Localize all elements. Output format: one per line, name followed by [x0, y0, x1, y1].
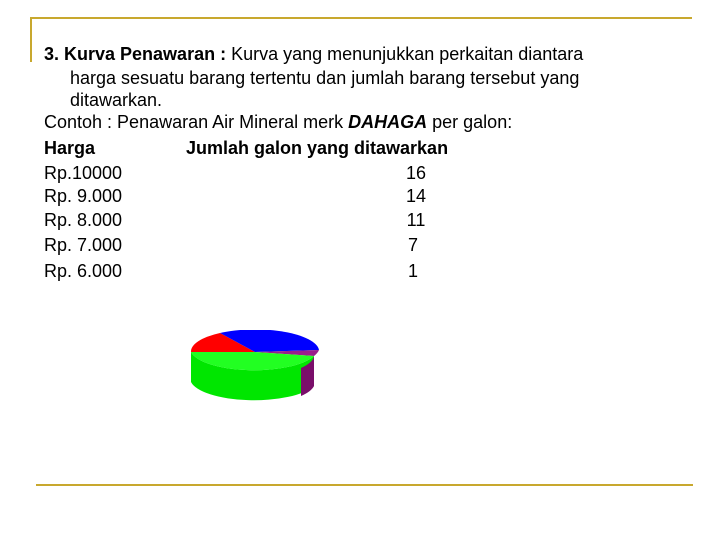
frame-top-line: [30, 17, 692, 19]
heading-line-1: [44, 42, 583, 66]
heading-line-3: ditawarkan.: [70, 90, 163, 110]
frame-left-line: [30, 17, 32, 62]
table-row-jumlah: 7: [407, 235, 418, 255]
heading-line-2: harga sesuatu barang tertentu dan jumlah barang tersebut yang: [70, 68, 580, 88]
heading-text-1: Kurva yang menunjukkan perkaitan diantara: [231, 44, 584, 64]
table-row-jumlah: 1: [407, 261, 418, 281]
table-row-jumlah: 14: [405, 186, 427, 206]
example-brand: DAHAGA: [348, 112, 428, 132]
heading-label: 3. Kurva Penawaran :: [44, 44, 227, 64]
table-row-harga: Rp. 9.000: [44, 186, 123, 206]
table-row-harga: Rp. 6.000: [44, 261, 123, 281]
example-suffix: per galon:: [427, 112, 513, 132]
header-jumlah: Jumlah galon yang ditawarkan: [186, 138, 449, 158]
frame-bottom-line: [36, 484, 693, 486]
table-row-jumlah: 16: [405, 163, 427, 183]
example-line: [44, 110, 512, 134]
table-row-jumlah: 11: [406, 210, 426, 230]
pie-chart-graphic: [186, 330, 326, 410]
example-prefix: Contoh : Penawaran Air Mineral merk: [44, 112, 349, 132]
header-harga: Harga: [44, 138, 96, 158]
table-row-harga: Rp. 8.000: [44, 210, 123, 230]
table-row-harga: Rp. 7.000: [44, 235, 123, 255]
table-row-harga: Rp.10000: [44, 163, 123, 183]
